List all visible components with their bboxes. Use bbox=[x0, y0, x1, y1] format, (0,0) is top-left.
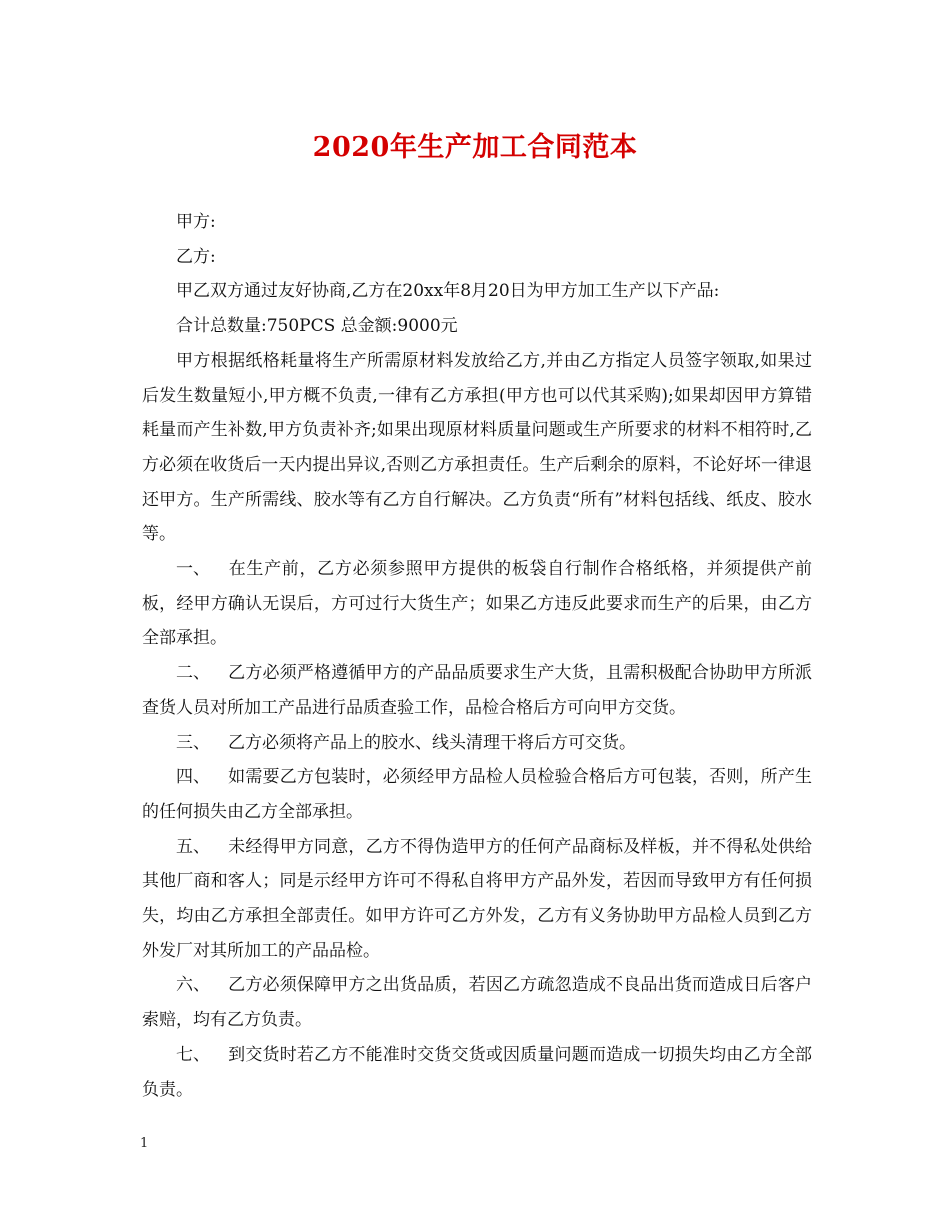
clause-2 bbox=[142, 656, 812, 725]
clause-text: 未经得甲方同意，乙方不得伪造甲方的任何产品商标及样板，并不得私处供给其他厂商和客人；同是示经甲方许可不得私自将甲方产品外发，若因而导致甲方有任何损失，均由乙方承担全部责任。如甲方许可乙方外发，乙方有义务协助甲方品检人员到乙方外发厂对其所加工的产品品检。 bbox=[142, 836, 812, 961]
document-title: 2020年生产加工合同范本 bbox=[312, 132, 638, 163]
clause-number: 二、 bbox=[176, 663, 210, 684]
party-a-line: 甲方: bbox=[176, 212, 216, 232]
clause-5 bbox=[142, 830, 812, 969]
intro-paragraph: 甲乙双方通过友好协商,乙方在20xx年8月20日为甲方加工生产以下产品: bbox=[176, 281, 720, 302]
clause-6 bbox=[142, 968, 812, 1037]
clause-text: 乙方必须保障甲方之出货品质，若因乙方疏忽造成不良品出货而造成日后客户索赔，均有乙方负责。 bbox=[142, 975, 812, 1031]
clause-text: 乙方必须将产品上的胶水、线头清理干将后方可交货。 bbox=[228, 732, 636, 753]
totals-paragraph: 合计总数量:750PCS 总金额:9000元 bbox=[176, 316, 458, 337]
clause-number: 三、 bbox=[176, 732, 210, 753]
clause-number: 七、 bbox=[176, 1044, 210, 1065]
clause-text: 如需要乙方包装时，必须经甲方品检人员检验合格后方可包装，否则，所产生的任何损失由乙方全部承担。 bbox=[142, 767, 812, 822]
clause-text: 到交货时若乙方不能准时交货交货或因质量问题而造成一切损失均由乙方全部负责。 bbox=[142, 1044, 812, 1100]
page-number: 1 bbox=[140, 1136, 149, 1151]
document-body bbox=[142, 205, 812, 1107]
clause-number: 五、 bbox=[176, 836, 210, 857]
clause-3 bbox=[142, 726, 812, 761]
clause-7 bbox=[142, 1038, 812, 1107]
clause-number: 六、 bbox=[176, 975, 210, 996]
clause-text: 乙方必须严格遵循甲方的产品品质要求生产大货，且需积极配合协助甲方所派查货人员对所加工产品进行品质查验工作，品检合格后方可向甲方交货。 bbox=[142, 663, 812, 718]
party-b-line: 乙方: bbox=[176, 246, 216, 267]
clause-number: 一、 bbox=[176, 559, 210, 580]
clause-4 bbox=[142, 760, 812, 829]
clause-number: 四、 bbox=[176, 767, 210, 788]
materials-paragraph: 甲方根据纸格耗量将生产所需原材料发放给乙方,并由乙方指定人员签字领取,如果过后发生数量短小,甲方概不负责,一律有乙方承担(甲方也可以代其采购);如果却因甲方算错耗量而产生补数,甲方负责补齐;如果出现原材料质量问题或生产所要求的材料不相符时,乙方必须在收货后一天内提出异议,否则乙方承担责任。生产后剩余的原料，不论好坏一律退还甲方。生产所需线、胶水等有乙方自行解决。乙方负责“所有”材料包括线、纸皮、胶水等。 bbox=[142, 350, 812, 545]
clause-1 bbox=[142, 552, 812, 656]
clause-text: 在生产前，乙方必须参照甲方提供的板袋自行制作合格纸格，并须提供产前板，经甲方确认无误后，方可过行大货生产；如果乙方违反此要求而生产的后果，由乙方全部承担。 bbox=[142, 559, 812, 649]
